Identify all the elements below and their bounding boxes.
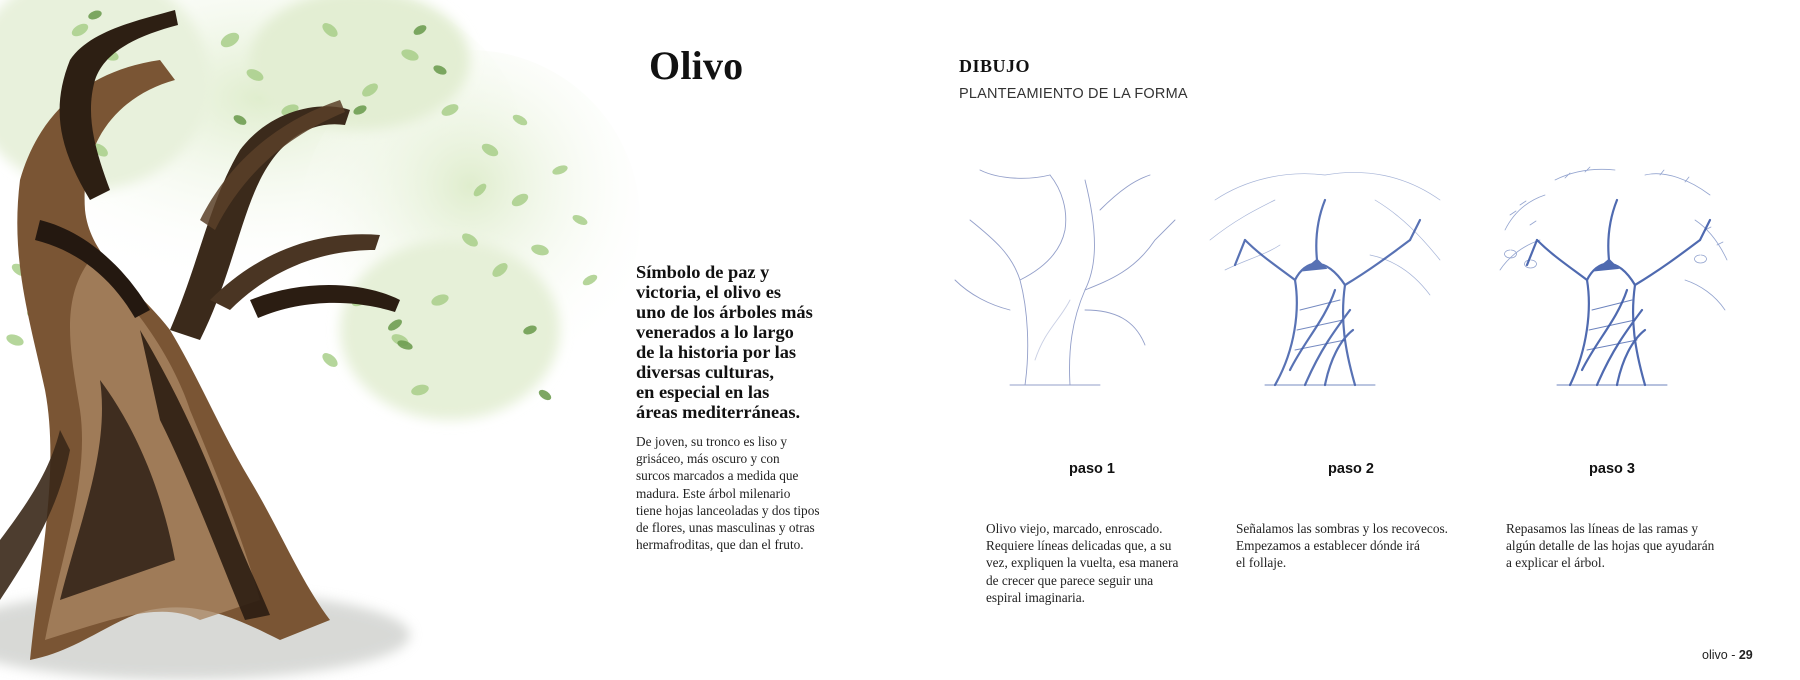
intro-body-line: de flores, unas masculinas y otras [636,520,815,536]
step-description-line: algún detalle de las hojas que ayudarán [1506,538,1715,554]
section-title: DIBUJO [959,56,1031,76]
intro-lead-line: venerados a lo largo [636,322,794,342]
step-description-line: Requiere líneas delicadas que, a su [986,538,1172,554]
step-description-line: a explicar el árbol. [1506,555,1605,571]
intro-body-paragraph [636,433,836,553]
sketch-step-3 [1495,160,1735,400]
intro-lead-paragraph [636,262,846,422]
intro-lead-line: uno de los árboles más [636,302,813,322]
intro-lead-line: diversas culturas, [636,362,774,382]
step-description-line: de crecer que parece seguir una [986,572,1154,588]
step-description-3 [1506,520,1714,572]
intro-lead-line: áreas mediterráneas. [636,402,801,422]
step-description-1 [986,520,1178,606]
step-label-2: paso 2 [1328,461,1374,477]
sketch-step-1 [950,160,1190,400]
step-label-1: paso 1 [1069,461,1115,477]
sketch-step-2 [1205,160,1445,400]
intro-lead-line: de la historia por las [636,342,797,362]
section-subtitle: PLANTEAMIENTO DE LA FORMA [959,86,1188,102]
step-description-line: vez, expliquen la vuelta, esa manera [986,555,1179,571]
page-number: 29 [1738,648,1753,662]
intro-body-line: madura. Este árbol milenario [636,485,791,501]
folio-separator: - [1727,648,1739,662]
step-description-line: Señalamos las sombras y los recovecos. [1236,521,1448,536]
step-description-line: Repasamos las líneas de las ramas y [1506,521,1699,536]
intro-body-line: De joven, su tronco es liso y [636,434,788,449]
intro-body-line: tiene hojas lanceoladas y dos tipos [636,502,820,518]
step-label-3: paso 3 [1589,461,1635,477]
step-description-line: espiral imaginaria. [986,589,1085,605]
intro-lead-line: Símbolo de paz y [636,262,770,282]
intro-body-line: surcos marcados a medida que [636,468,799,484]
step-description-2 [1236,520,1448,572]
step-description-line: Olivo viejo, marcado, enroscado. [986,521,1163,536]
olive-tree-illustration [0,0,640,680]
page-folio [1702,648,1753,662]
page-title: Olivo [649,43,744,88]
intro-lead-line: en especial en las [636,382,770,402]
step-description-line: Empezamos a establecer dónde irá [1236,538,1420,554]
folio-section-name: olivo [1702,648,1728,662]
step-description-line: el follaje. [1236,555,1287,571]
intro-body-line: grisáceo, más oscuro y con [636,451,780,467]
intro-lead-line: victoria, el olivo es [636,282,782,302]
intro-body-line: hermafroditas, que dan el fruto. [636,537,804,553]
